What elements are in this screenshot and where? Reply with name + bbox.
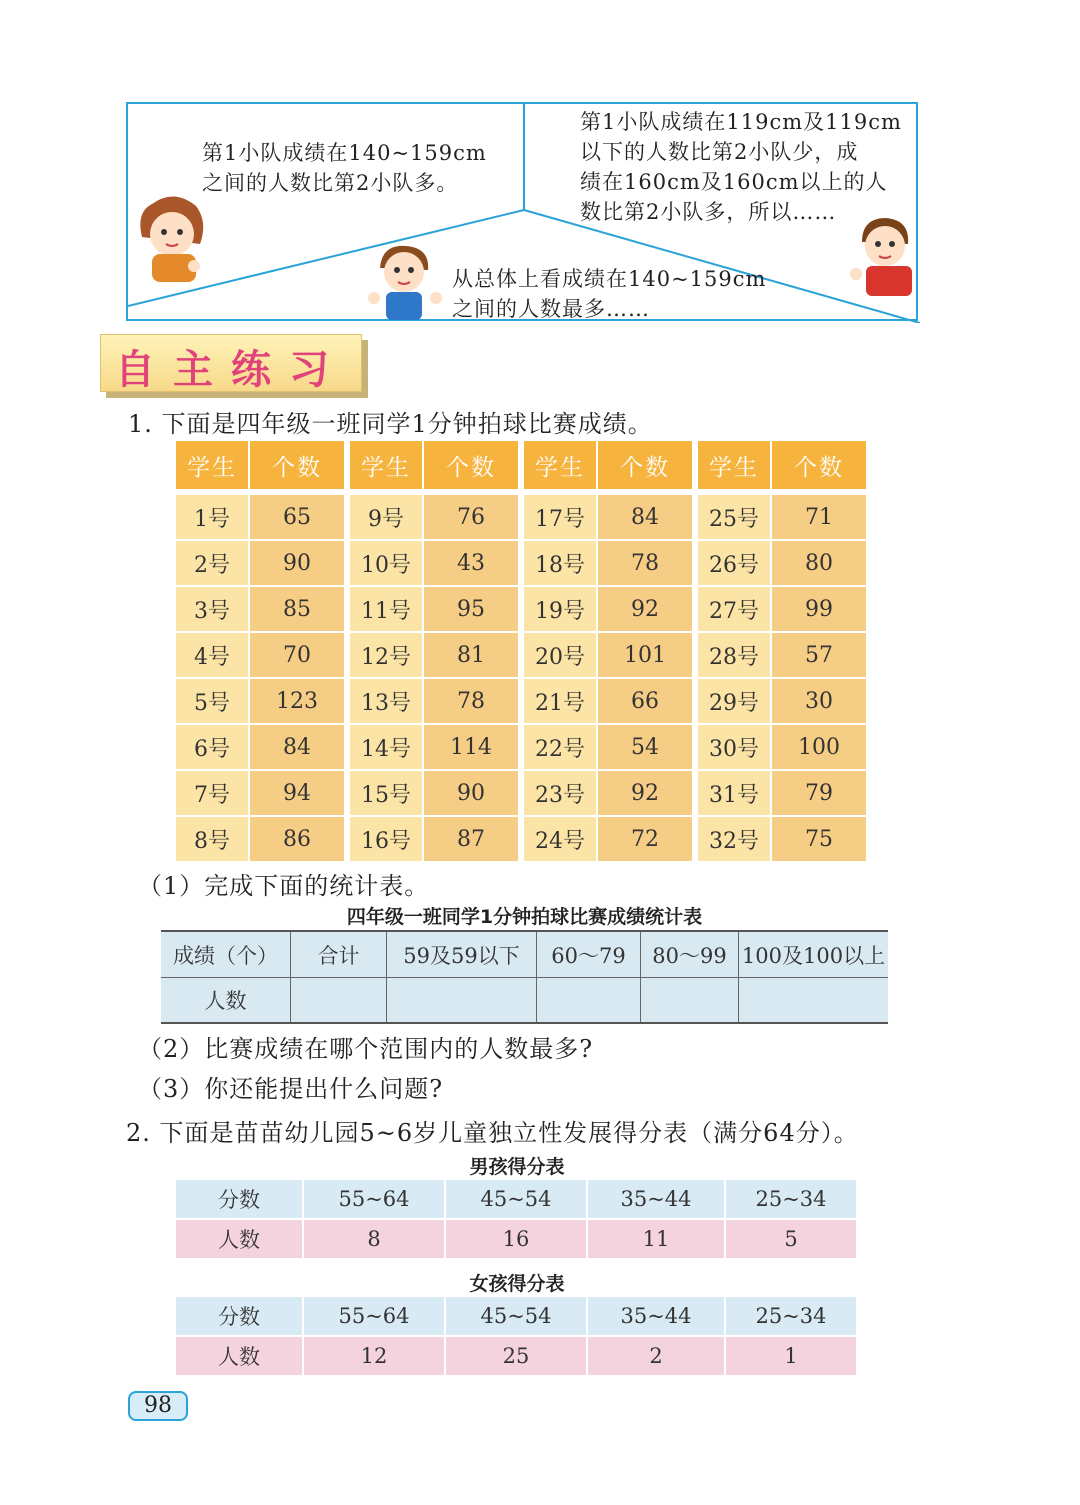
girls-score-cell: 55~64 [304,1297,444,1335]
score-cell: 16号 [350,817,422,861]
boys-table-caption: 男孩得分表 [469,1156,565,1178]
score-cell: 30 [772,679,866,723]
section-banner [100,334,370,398]
girls-table-caption: 女孩得分表 [469,1273,565,1295]
score-cell: 71 [772,495,866,539]
page-number: 98 [128,1391,188,1421]
girls-count-cell: 2 [588,1337,724,1375]
score-cell: 4号 [176,633,248,677]
boys-count-cell: 人数 [176,1220,302,1258]
score-cell: 87 [424,817,518,861]
score-header-cell: 学生 [698,441,770,489]
boys-count-cell: 8 [304,1220,444,1258]
score-cell: 1号 [176,495,248,539]
score-cell: 84 [598,495,692,539]
score-cell: 13号 [350,679,422,723]
score-cell: 84 [250,725,344,769]
score-cell: 94 [250,771,344,815]
stat-empty-cell [387,978,537,1022]
stat-table [161,930,888,1024]
score-cell: 18号 [524,541,596,585]
boy-center-statement: 从总体上看成绩在140~159cm 之间的人数最多…… [452,267,767,321]
girls-count-cell: 12 [304,1337,444,1375]
discussion-box [126,102,918,321]
score-cell: 5号 [176,679,248,723]
score-cell: 65 [250,495,344,539]
score-table [176,441,870,862]
score-cell: 76 [424,495,518,539]
score-cell: 27号 [698,587,770,631]
girls-count-cell: 1 [726,1337,856,1375]
score-cell: 8号 [176,817,248,861]
score-cell: 90 [424,771,518,815]
boys-count-cell: 11 [588,1220,724,1258]
q1-sub2: （2）比赛成绩在哪个范围内的人数最多? [138,1035,594,1063]
stat-row-divider [161,977,888,978]
boys-score-cell: 55~64 [304,1180,444,1218]
stat-empty-cell [739,978,888,1022]
stat-header-cell: 59及59以下 [387,932,537,977]
stat-empty-cell [537,978,641,1022]
girls-table [176,1297,858,1375]
score-cell: 29号 [698,679,770,723]
score-cell: 15号 [350,771,422,815]
q2-title: 2. 下面是苗苗幼儿园5~6岁儿童独立性发展得分表（满分64分）。 [126,1119,859,1147]
q1-title: 1. 下面是四年级一班同学1分钟拍球比赛成绩。 [128,410,653,438]
score-cell: 78 [424,679,518,723]
score-cell: 79 [772,771,866,815]
score-cell: 72 [598,817,692,861]
stat-header-cell: 成绩（个） [161,932,291,977]
score-cell: 75 [772,817,866,861]
score-cell: 31号 [698,771,770,815]
girls-score-cell: 25~34 [726,1297,856,1335]
score-cell: 95 [424,587,518,631]
girls-score-cell: 分数 [176,1297,302,1335]
score-cell: 20号 [524,633,596,677]
score-cell: 25号 [698,495,770,539]
score-cell: 26号 [698,541,770,585]
boys-score-cell: 45~54 [446,1180,586,1218]
score-cell: 32号 [698,817,770,861]
score-cell: 22号 [524,725,596,769]
score-cell: 90 [250,541,344,585]
score-cell: 7号 [176,771,248,815]
girl-illustration [134,192,224,284]
score-cell: 14号 [350,725,422,769]
stat-row-label: 人数 [161,978,291,1022]
score-cell: 6号 [176,725,248,769]
q1-sub3: （3）你还能提出什么问题? [138,1075,444,1103]
score-cell: 9号 [350,495,422,539]
score-header-cell: 个数 [598,441,692,489]
score-cell: 19号 [524,587,596,631]
girl-statement: 第1小队成绩在140~159cm 之间的人数比第2小队多。 [202,141,487,195]
girls-score-cell: 45~54 [446,1297,586,1335]
stat-header-cell: 80～99 [641,932,739,977]
score-header-cell: 个数 [250,441,344,489]
boys-count-cell: 5 [726,1220,856,1258]
score-cell: 11号 [350,587,422,631]
score-header-cell: 个数 [424,441,518,489]
score-cell: 85 [250,587,344,631]
boys-score-cell: 分数 [176,1180,302,1218]
score-cell: 23号 [524,771,596,815]
score-cell: 78 [598,541,692,585]
score-cell: 92 [598,587,692,631]
stat-table-caption: 四年级一班同学1分钟拍球比赛成绩统计表 [346,906,703,928]
q1-sub1: （1）完成下面的统计表。 [138,872,430,900]
stat-header-cell: 60～79 [537,932,641,977]
score-cell: 17号 [524,495,596,539]
score-cell: 21号 [524,679,596,723]
score-cell: 43 [424,541,518,585]
girls-count-cell: 25 [446,1337,586,1375]
score-cell: 70 [250,633,344,677]
score-cell: 54 [598,725,692,769]
girls-score-cell: 35~44 [588,1297,724,1335]
score-cell: 57 [772,633,866,677]
score-cell: 114 [424,725,518,769]
stat-empty-cell [291,978,387,1022]
score-header-cell: 学生 [524,441,596,489]
score-cell: 92 [598,771,692,815]
score-header-cell: 学生 [350,441,422,489]
score-cell: 80 [772,541,866,585]
score-header-cell: 学生 [176,441,248,489]
score-cell: 24号 [524,817,596,861]
score-cell: 101 [598,633,692,677]
score-cell: 10号 [350,541,422,585]
score-cell: 99 [772,587,866,631]
stat-header-cell: 合计 [291,932,387,977]
score-cell: 100 [772,725,866,769]
boys-score-cell: 25~34 [726,1180,856,1218]
section-banner-label: 自主练习 [115,347,347,393]
boys-score-cell: 35~44 [588,1180,724,1218]
score-cell: 66 [598,679,692,723]
score-cell: 30号 [698,725,770,769]
stat-empty-cell [641,978,739,1022]
score-cell: 123 [250,679,344,723]
score-cell: 3号 [176,587,248,631]
girls-count-cell: 人数 [176,1337,302,1375]
boys-table [176,1180,858,1258]
boy-center-illustration [364,240,446,320]
score-cell: 86 [250,817,344,861]
stat-header-cell: 100及100以上 [739,932,888,977]
score-cell: 12号 [350,633,422,677]
boys-count-cell: 16 [446,1220,586,1258]
score-cell: 81 [424,633,518,677]
score-cell: 28号 [698,633,770,677]
boy-right-statement: 第1小队成绩在119cm及119cm 以下的人数比第2小队少，成 绩在160cm及160cm以上的人 数比第2小队多，所以…… [580,110,902,224]
score-cell: 2号 [176,541,248,585]
score-header-cell: 个数 [772,441,866,489]
